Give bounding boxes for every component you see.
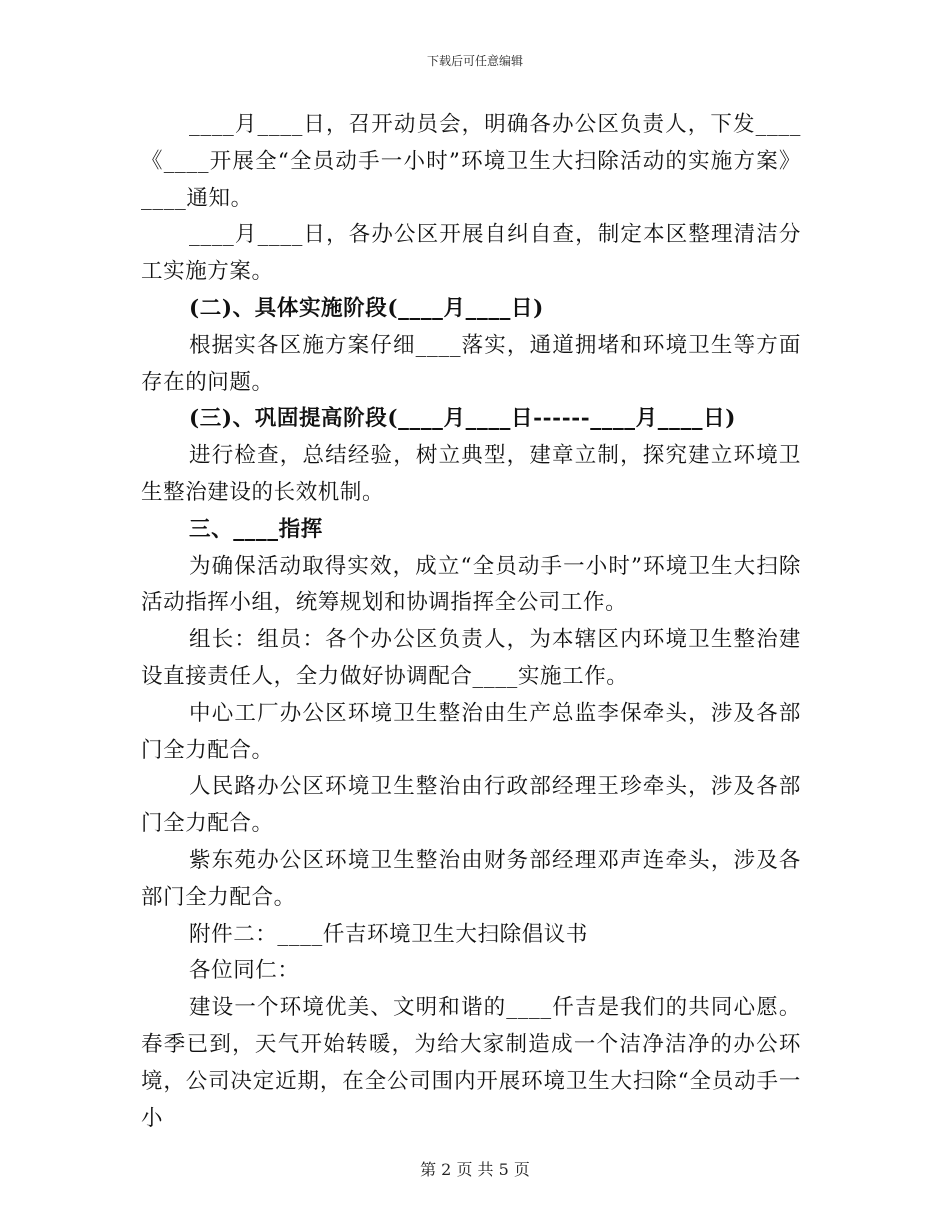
paragraph-factory-office: 中心工厂办公区环境卫生整治由生产总监李保牵头，涉及各部门全力配合。 [141,700,801,763]
paragraph-consolidation: 进行检查，总结经验，树立典型，建章立制，探究建立环境卫生整治建设的长效机制。 [141,443,801,505]
paragraph-implementation: 根据实各区施方案仔细____落实，通道拥堵和环境卫生等方面存在的问题。 [141,332,801,395]
paragraph-salutation: 各位同仁： [189,958,300,984]
heading-command: 三、____指挥 [189,516,323,542]
paragraph-command-group: 为确保活动取得实效，成立“全员动手一小时”环境卫生大扫除活动指挥小组，统筹规划和协调指挥全公司工作。 [141,553,801,616]
heading-implementation-stage: (二)、具体实施阶段(____月____日) [189,295,544,321]
page-footer: 第 2 页 共 5 页 [420,1160,530,1179]
paragraph-proposal: 建设一个环境优美、文明和谐的____仟吉是我们的共同心愿。春季已到，天气开始转暖，为给大家制造成一个洁净洁净的办公环境，公司决定近期，在全公司围内开展环境卫生大扫除“全员动手一小 [141,995,801,1131]
paragraph-self-inspection: ____月____日，各办公区开展自纠自查，制定本区整理清洁分工实施方案。 [141,222,801,285]
paragraph-mobilization-meeting: ____月____日，召开动员会，明确各办公区负责人，下发____《____开展全“全员动手一小时”环境卫生大扫除活动的实施方案》____通知。 [141,112,801,211]
heading-consolidation-stage: (三)、巩固提高阶段(____月____日------____月____日) [189,406,737,432]
document-body [141,107,801,1137]
paragraph-zidongyuan-office: 紫东苑办公区环境卫生整治由财务部经理邓声连牵头，涉及各部门全力配合。 [141,847,801,910]
page-header: 下载后可任意编辑 [426,54,523,68]
paragraph-renmin-road-office: 人民路办公区环境卫生整治由行政部经理王珍牵头，涉及各部门全力配合。 [141,774,801,837]
paragraph-group-members: 组长：组员：各个办公区负责人，为本辖区内环境卫生整治建设直接责任人，全力做好协调配合____实施工作。 [141,627,801,689]
paragraph-appendix-title: 附件二：____仟吉环境卫生大扫除倡议书 [189,921,589,947]
